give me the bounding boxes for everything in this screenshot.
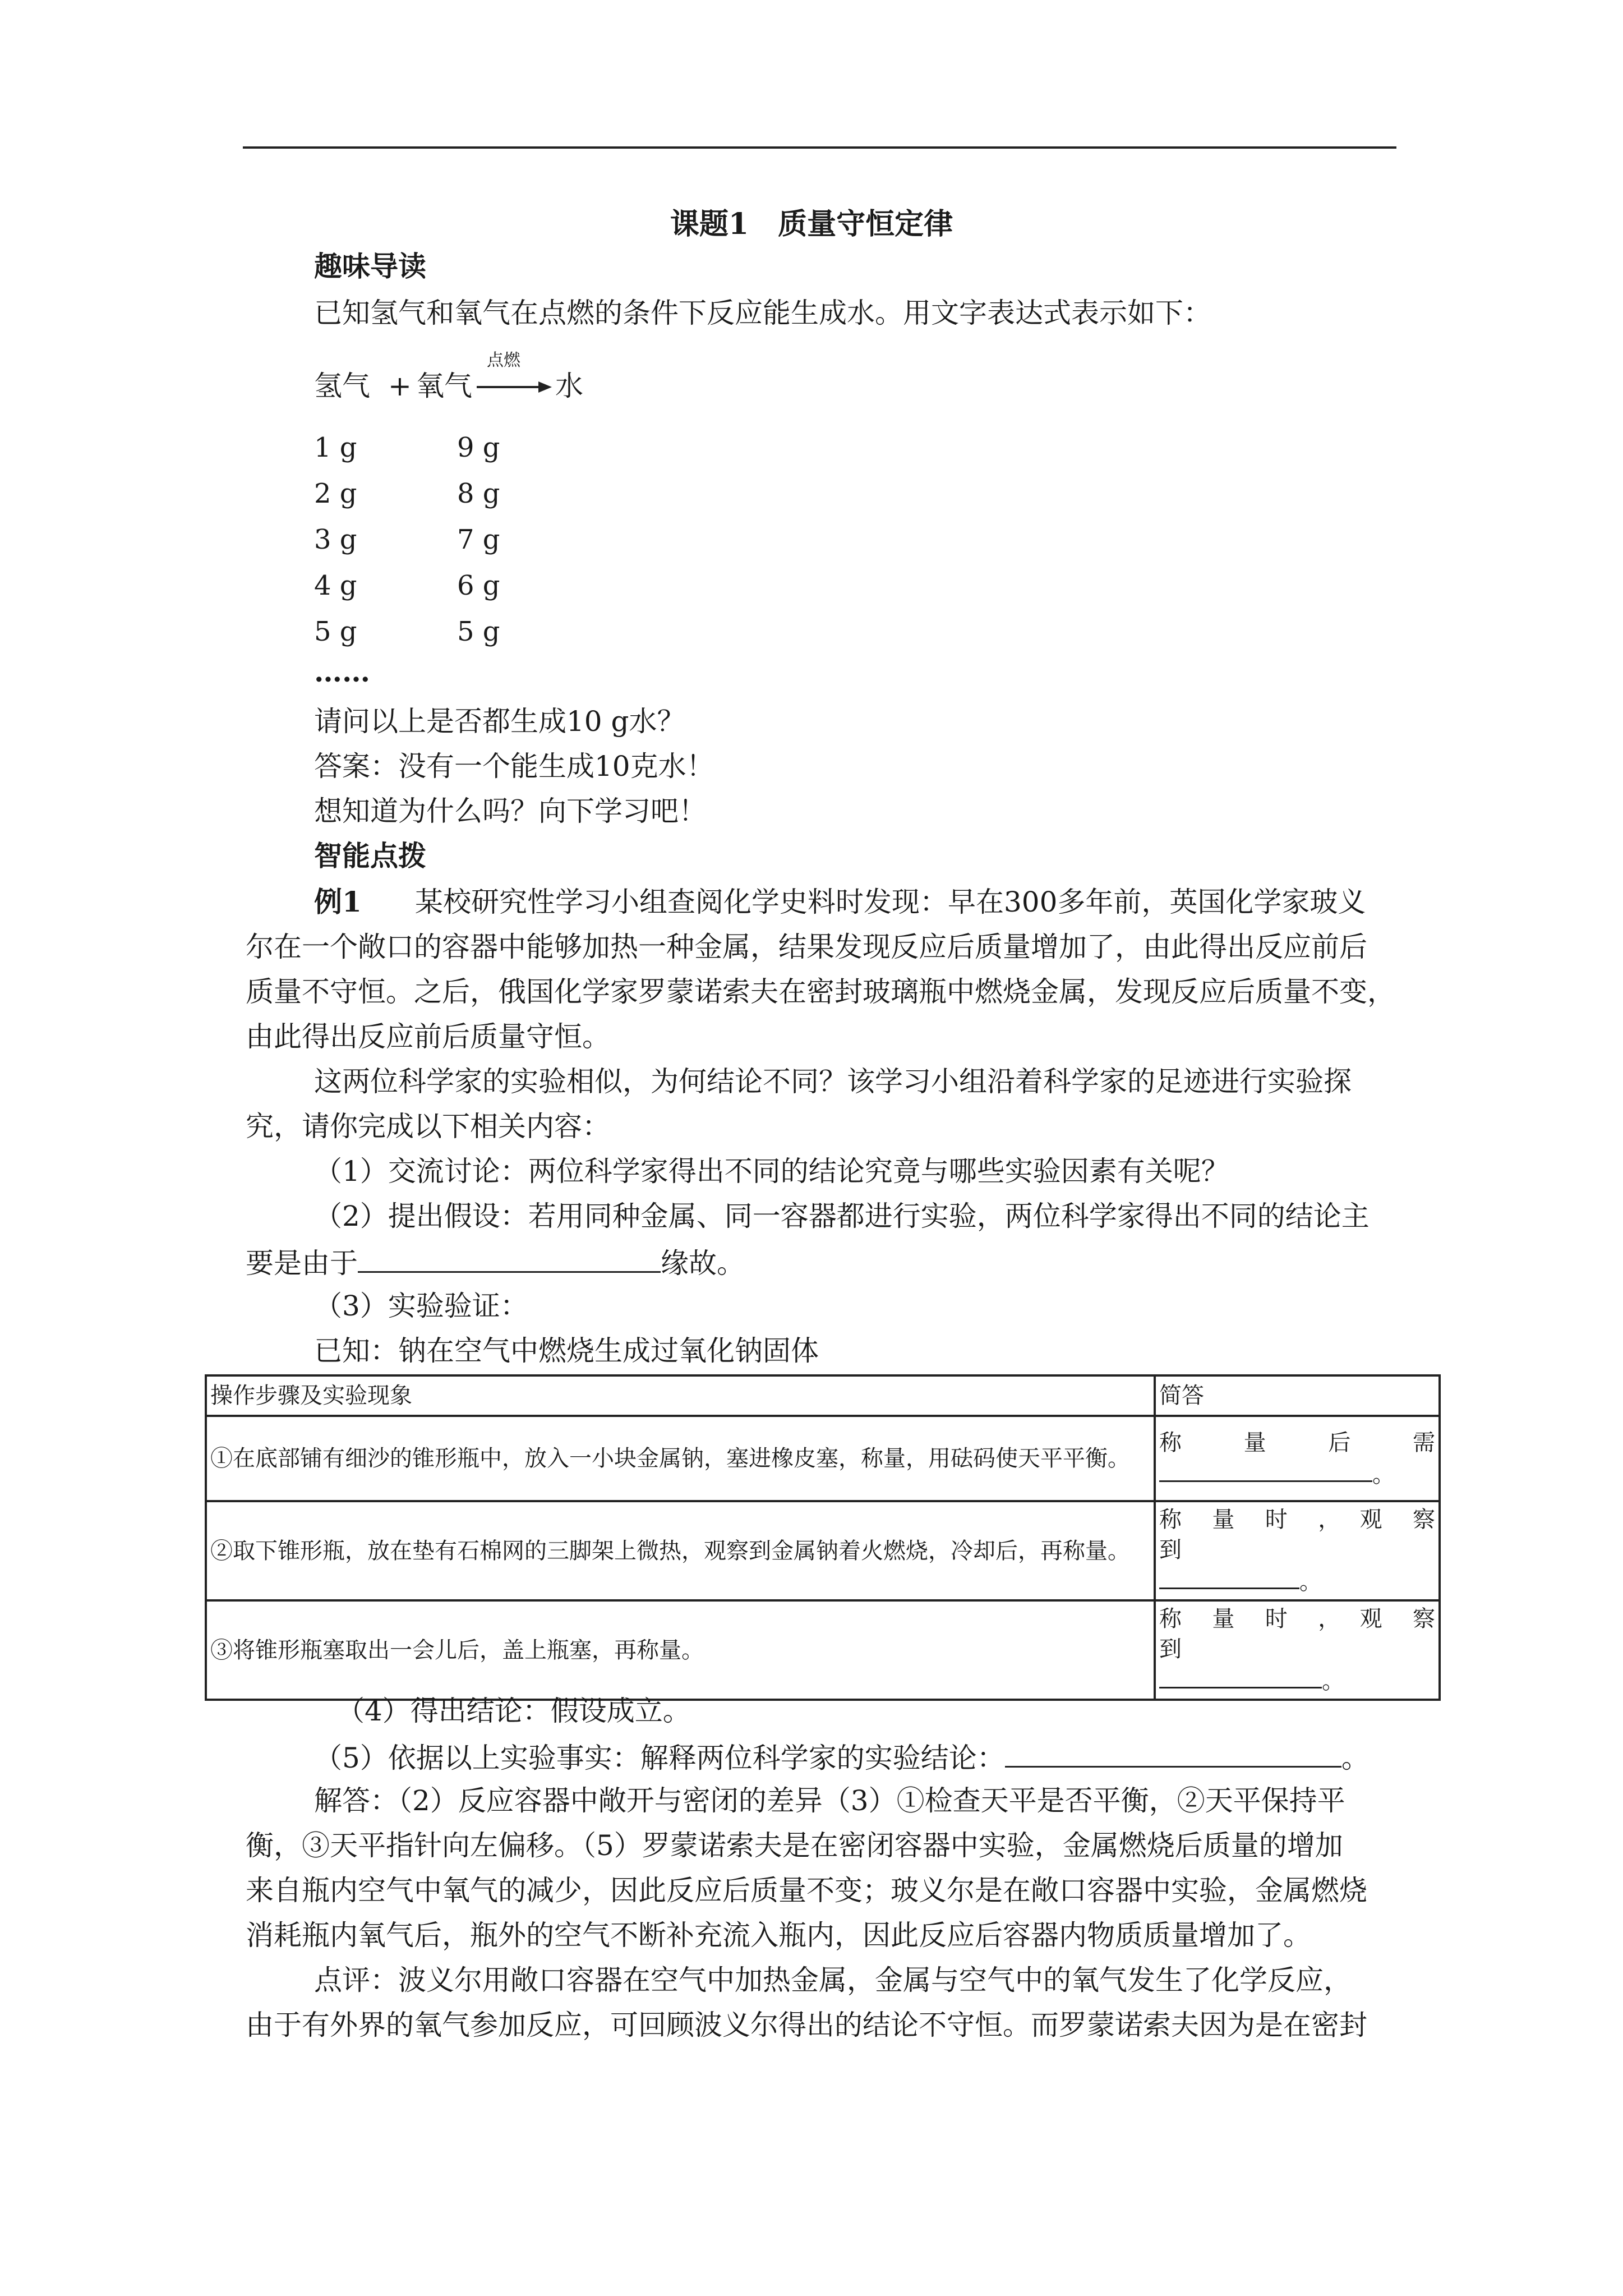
step5-prefix: （5）依据以上实验事实：解释两位科学家的实验结论： (314, 1742, 1005, 1774)
known-fact: 已知：钠在空气中燃烧生成过氧化钠固体 (314, 1335, 819, 1367)
reaction-arrow-icon (476, 376, 554, 398)
example-line: 尔在一个敞口的容器中能够加热一种金属，结果发现反应后质量增加了，由此得出反应前后 (246, 931, 1367, 963)
answer-prompt: 称 量 时 ， 观 察 到 (1159, 1507, 1458, 1563)
table-step: ③将锥形瓶塞取出一会儿后，盖上瓶塞，再称量。 (206, 1600, 1155, 1700)
table-answer-cell (1155, 1501, 1458, 1600)
answer-blank[interactable] (1159, 1664, 1322, 1688)
answer-blank[interactable] (358, 1244, 661, 1273)
intro-heading: 趣味导读 (314, 250, 426, 283)
table-header-steps: 操作步骤及实验现象 (206, 1375, 1155, 1416)
step2-prefix: 要是由于 (246, 1247, 358, 1280)
mass-o2: 8 g (457, 478, 500, 509)
tips-heading: 智能点拨 (314, 839, 426, 872)
table-answer-cell (1155, 1416, 1440, 1501)
table-header-answer: 简答 (1155, 1375, 1440, 1416)
header-rule (243, 146, 1396, 149)
experiment-table (205, 1374, 1458, 1701)
answer-line (1159, 1565, 1435, 1597)
question: 请问以上是否都生成10 g水？ (314, 705, 685, 738)
table-header-row (206, 1375, 1440, 1416)
mass-h2: 1 g (314, 432, 357, 463)
intro-text: 已知氢气和氧气在点燃的条件下反应能生成水。用文字表达式表示如下： (314, 297, 1211, 329)
prompt: 想知道为什么吗？向下学习吧！ (314, 795, 707, 827)
page-title: 课题1 质量守恒定律 (670, 207, 953, 241)
equation-reactant1: 氢气 (314, 370, 370, 402)
answer: 答案：没有一个能生成10克水！ (314, 750, 714, 783)
answer-prompt: 称 量 时 ， 观 察 到 (1159, 1606, 1458, 1662)
answer-blank[interactable] (1159, 1458, 1372, 1482)
mass-o2: 7 g (457, 524, 500, 555)
mass-h2: 2 g (314, 478, 357, 509)
example-line: 某校研究性学习小组查阅化学史料时发现：早在300多年前，英国化学家玻义 (415, 886, 1366, 918)
mass-o2: 6 g (457, 570, 500, 601)
answer-blank[interactable] (1005, 1739, 1341, 1768)
answer-end: 。 (1372, 1461, 1395, 1488)
step2-line1: （2）提出假设：若用同种金属、同一容器都进行实验，两位科学家得出不同的结论主 (314, 1200, 1370, 1232)
equation-product: 水 (555, 370, 583, 402)
solution-line: 消耗瓶内氧气后，瓶外的空气不断补充流入瓶内，因此反应后容器内物质质量增加了。 (246, 1919, 1311, 1952)
mass-h2: 5 g (314, 616, 357, 647)
para2-line: 究，请你完成以下相关内容： (246, 1110, 610, 1143)
mass-o2: 5 g (457, 616, 500, 647)
answer-line (1159, 1664, 1435, 1696)
answer-end: 。 (1322, 1668, 1344, 1694)
answer-line (1159, 1458, 1435, 1490)
equation-condition: 点燃 (487, 351, 520, 370)
solution-line: 衡，③天平指针向左偏移。（5）罗蒙诺索夫是在密闭容器中实验，金属燃烧后质量的增加 (246, 1829, 1343, 1862)
answer-prompt: 称 量 后 需 (1159, 1429, 1435, 1456)
solution-line: 解答：（2）反应容器中敞开与密闭的差异（3）①检查天平是否平衡，②天平保持平 (314, 1784, 1345, 1817)
table-answer-cell (1155, 1600, 1458, 1700)
step3: （3）实验验证： (314, 1290, 528, 1322)
answer-blank[interactable] (1159, 1565, 1299, 1589)
mass-h2: 4 g (314, 570, 357, 601)
table-step: ①在底部铺有细沙的锥形瓶中，放入一小块金属钠，塞进橡皮塞，称量，用砝码使天平平衡。 (206, 1416, 1155, 1501)
answer-end: 。 (1299, 1569, 1322, 1595)
equation-plus: + (388, 370, 412, 402)
step5-suffix: 。 (1341, 1742, 1370, 1774)
step4: （4）得出结论：假设成立。 (336, 1695, 691, 1727)
example-label: 例1 (314, 885, 362, 918)
example-line: 质量不守恒。之后，俄国化学家罗蒙诺索夫在密封玻璃瓶中燃烧金属，发现反应后质量不变， (246, 976, 1395, 1008)
table-step: ②取下锥形瓶，放在垫有石棉网的三脚架上微热，观察到金属钠着火燃烧，冷却后，再称量。 (206, 1501, 1155, 1600)
table-row (206, 1600, 1440, 1700)
step2-suffix: 缘故。 (661, 1247, 745, 1280)
equation-reactant2: 氧气 (416, 370, 472, 402)
example-line: 由此得出反应前后质量守恒。 (246, 1020, 610, 1053)
comment-line: 点评：波义尔用敞口容器在空气中加热金属，金属与空气中的氧气发生了化学反应， (314, 1964, 1352, 1996)
ellipsis: …… (314, 655, 370, 688)
mass-h2: 3 g (314, 524, 357, 555)
para2-line: 这两位科学家的实验相似，为何结论不同？该学习小组沿着科学家的足迹进行实验探 (314, 1065, 1352, 1098)
table-row (206, 1501, 1440, 1600)
comment-line: 由于有外界的氧气参加反应，可回顾波义尔得出的结论不守恒。而罗蒙诺索夫因为是在密封 (246, 2009, 1367, 2041)
step2-line2 (246, 1244, 745, 1280)
step1: （1）交流讨论：两位科学家得出不同的结论究竟与哪些实验因素有关呢？ (314, 1155, 1229, 1188)
step5 (314, 1739, 1370, 1775)
table-row (206, 1416, 1440, 1501)
mass-o2: 9 g (457, 432, 500, 463)
solution-line: 来自瓶内空气中氧气的减少，因此反应后质量不变；玻义尔是在敞口容器中实验，金属燃烧 (246, 1874, 1367, 1907)
